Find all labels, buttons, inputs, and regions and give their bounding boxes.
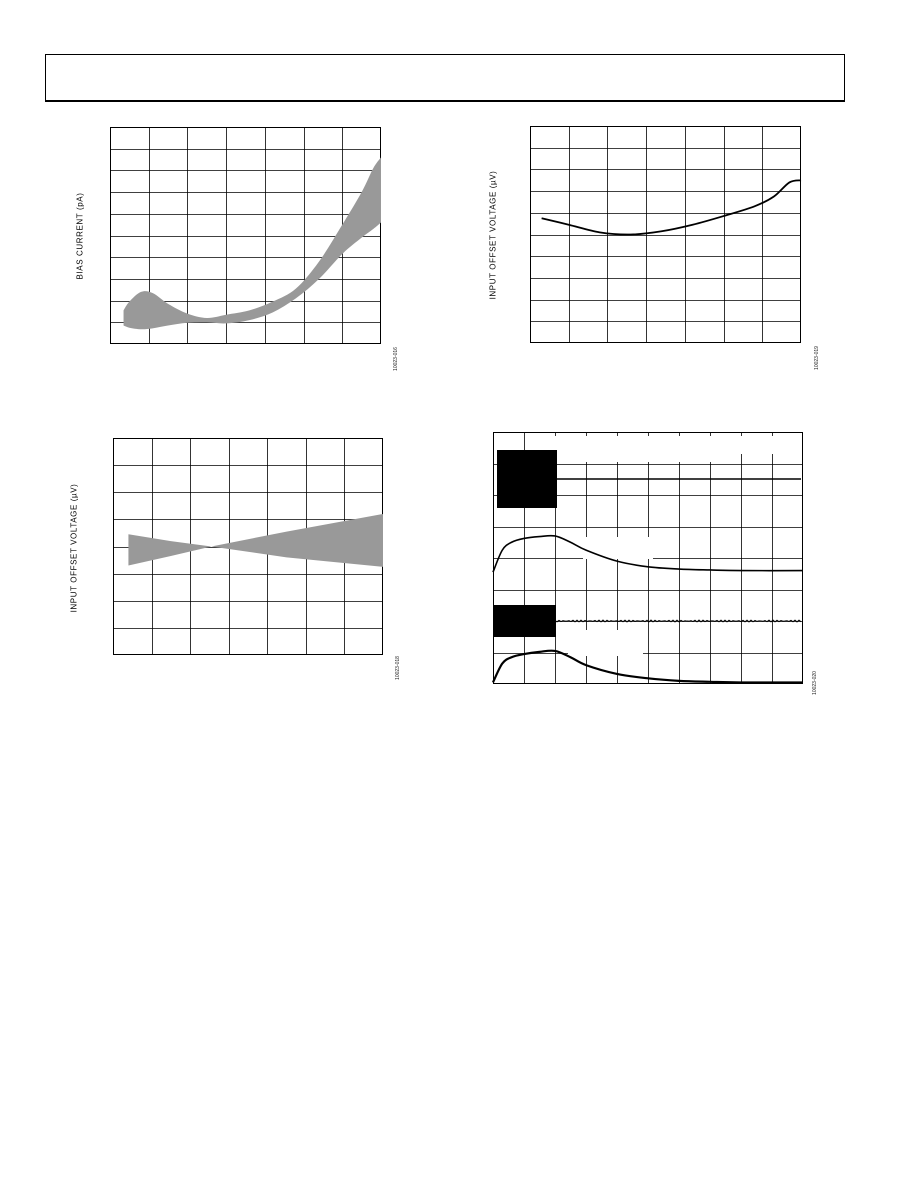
data-band [128,514,383,567]
data-line-noisy [493,651,803,683]
chart3-ylabel: INPUT OFFSET VOLTAGE (µV) [69,483,79,613]
chart2-ylabel: INPUT OFFSET VOLTAGE (µV) [488,170,498,300]
blank-region [738,436,798,454]
chart1-figure-code: 10023-016 [393,347,399,371]
chart1-ylabel: BIAS CURRENT (pA) [75,192,85,280]
chart4-figure-code: 10023-020 [812,671,818,695]
input-burst-block [497,450,557,508]
blank-region [555,436,717,462]
scope-capture-chart [493,432,803,684]
offset-voltage-band-chart [113,438,383,655]
blank-region [568,630,643,656]
blank-region [583,537,653,559]
chart2-figure-code: 10023-019 [814,346,820,370]
output-burst-block [494,605,556,637]
bias-current-chart [110,127,381,344]
offset-voltage-line-chart [530,126,801,343]
plot-frame [531,127,801,343]
data-line [542,180,801,234]
chart3-figure-code: 10023-018 [395,656,401,680]
page-header [45,54,845,102]
